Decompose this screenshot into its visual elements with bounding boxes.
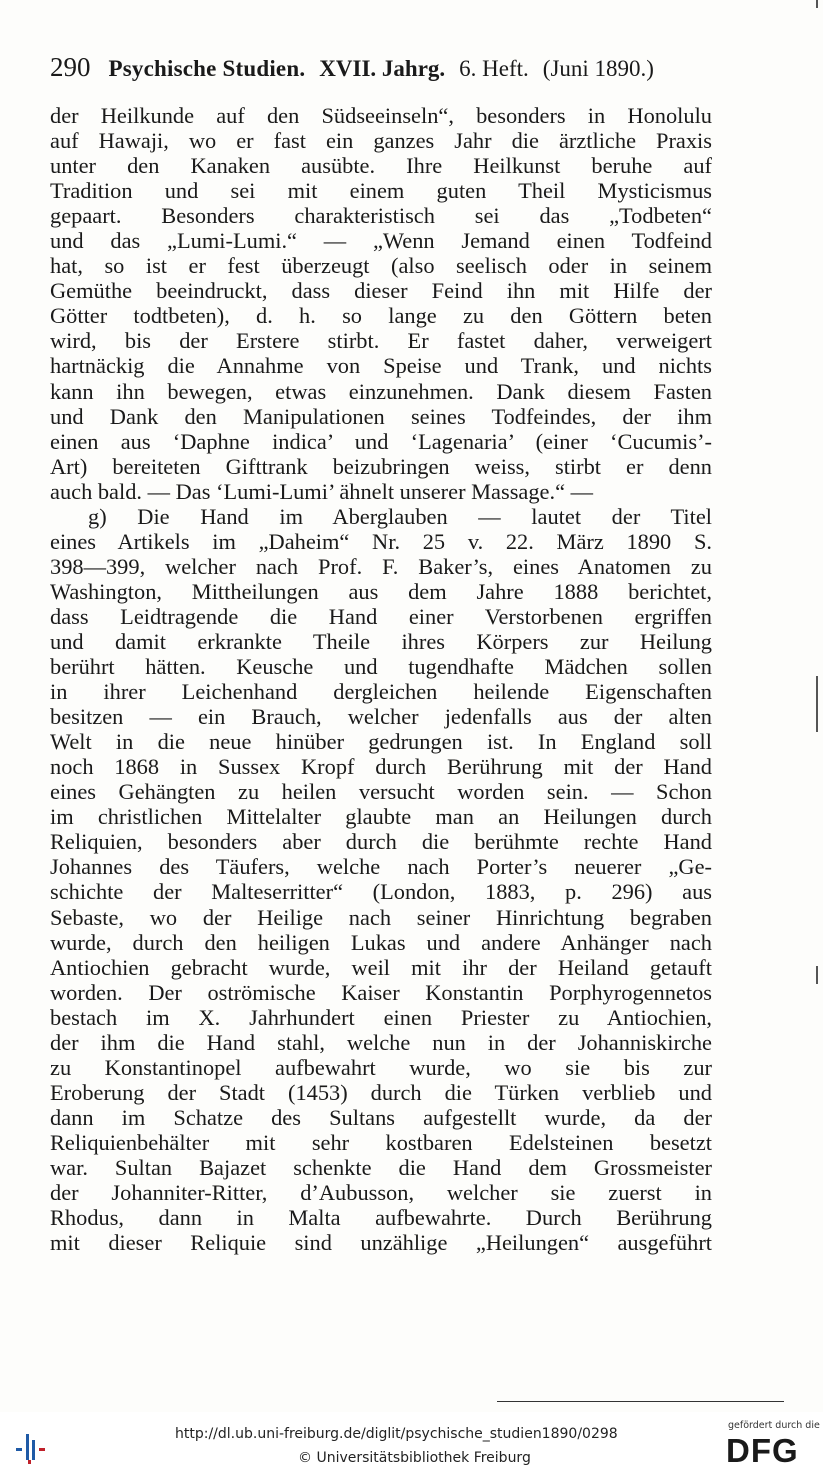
dfg-funding-logo [726, 1420, 820, 1470]
text-line: Washington, Mittheilungen aus dem Jahre 1888 berichtet, [50, 578, 712, 604]
text-line: worden. Der oströmische Kaiser Konstantin Porphyrogennetos [50, 979, 712, 1005]
text-line: zu Konstantinopel aufbewahrt wurde, wo sie bis zur [50, 1054, 712, 1080]
text-line: Art) bereiteten Gifttrank beizubringen weiss, stirbt er denn [50, 453, 712, 479]
text-line: Gemüthe beeindruckt, dass dieser Feind ihn mit Hilfe der [50, 278, 712, 304]
text-line: Reliquien, besonders aber durch die berühmte rechte Hand [50, 829, 712, 855]
dfg-logo-icon: DFG [726, 1432, 799, 1469]
text-line: in ihrer Leichenhand dergleichen heilende Eigenschaften [50, 679, 712, 705]
text-line: war. Sultan Bajazet schenkte die Hand dem Grossmeister [50, 1154, 712, 1180]
text-line: eines Gehängten zu heilen versucht worden sein. — Schon [50, 779, 712, 805]
text-line: Sebaste, wo der Heilige nach seiner Hinrichtung begraben [50, 904, 712, 930]
text-line: g) Die Hand im Aberglauben — lautet der Titel [88, 503, 712, 529]
text-line: unter den Kanaken ausübte. Ihre Heilkunst beruhe auf [50, 153, 712, 179]
digital-library-logo-icon [12, 1426, 52, 1466]
text-line: Johannes des Täufers, welche nach Porter’s neuerer „Ge- [50, 854, 712, 880]
text-line: auch bald. — Das ‘Lumi-Lumi’ ähnelt unserer Massage.“ — [50, 478, 594, 504]
text-line: besitzen — ein Brauch, welcher jedenfalls aus der alten [50, 704, 712, 730]
funding-caption: gefördert durch die [728, 1420, 820, 1431]
viewer-footer [0, 1412, 823, 1474]
scan-edge-mark [816, 0, 818, 8]
journal-title: Psychische Studien. [108, 56, 306, 81]
text-line: und das „Lumi-Lumi.“ — „Wenn Jemand einen Todfeind [50, 228, 712, 254]
text-line: der Johanniter-Ritter, d’Aubusson, welcher sie zuerst in [50, 1180, 712, 1206]
text-line: berührt hätten. Keusche und tugendhafte Mädchen sollen [50, 654, 712, 680]
text-line: einen aus ‘Daphne indica’ und ‘Lagenaria’ (einer ‘Cucumis’- [50, 428, 712, 454]
text-line: und damit erkrankte Theile ihres Körpers zur Heilung [50, 628, 712, 654]
scan-edge-mark [816, 676, 818, 732]
text-line: Welt in die neue hinüber gedrungen ist. In England soll [50, 729, 712, 755]
volume-label: XVII. Jahrg. [319, 56, 446, 81]
text-line: der Heilkunde auf den Südseeinseln“, besonders in Honolulu [50, 103, 712, 128]
text-line: Reliquienbehälter mit sehr kostbaren Edelsteinen besetzt [50, 1129, 712, 1155]
text-line: Rhodus, dann in Malta aufbewahrte. Durch Berührung [50, 1205, 712, 1231]
page-number: 290 [50, 52, 91, 82]
text-line: hat, so ist er fest überzeugt (also seelisch oder in seinem [50, 253, 712, 279]
text-line: Tradition und sei mit einem guten Theil Mysticismus [50, 178, 712, 204]
permalink-url[interactable]: http://dl.ub.uni-freiburg.de/diglit/psychische_studien1890/0298 [175, 1426, 618, 1442]
text-line: wurde, durch den heiligen Lukas und andere Anhänger nach [50, 929, 712, 955]
text-line: der ihm die Hand stahl, welche nun in der Johanniskirche [50, 1029, 712, 1055]
text-line: noch 1868 in Sussex Kropf durch Berührung mit der Hand [50, 754, 712, 780]
text-line: wird, bis der Erstere stirbt. Er fastet daher, verweigert [50, 328, 712, 354]
footnote-rule [497, 1401, 784, 1402]
text-line: bestach im X. Jahrhundert einen Priester zu Antiochien, [50, 1004, 712, 1030]
text-line: dass Leidtragende die Hand einer Verstorbenen ergriffen [50, 603, 712, 629]
text-line: gepaart. Besonders charakteristisch sei das „Todbeten“ [50, 203, 712, 229]
text-line: Antiochien gebracht wurde, weil mit ihr der Heiland getauft [50, 954, 712, 980]
body-text [50, 103, 712, 1255]
copyright-notice: © Universitätsbibliothek Freiburg [298, 1450, 531, 1466]
text-line: dann im Schatze des Sultans aufgestellt wurde, da der [50, 1104, 712, 1130]
scan-edge-mark [816, 966, 818, 984]
text-line: im christlichen Mittelalter glaubte man an Heilungen durch [50, 804, 712, 830]
text-line: Eroberung der Stadt (1453) durch die Türken verblieb und [50, 1079, 712, 1105]
text-line: eines Artikels im „Daheim“ Nr. 25 v. 22. März 1890 S. [50, 528, 712, 554]
text-line: schichte der Malteserritter“ (London, 1883, p. 296) aus [50, 879, 712, 905]
text-line: kann ihn bewegen, etwas einzunehmen. Dank diesem Fasten [50, 378, 712, 404]
text-line: hartnäckig die Annahme von Speise und Trank, und nichts [50, 353, 712, 379]
text-line: und Dank den Manipulationen seines Todfeindes, der ihm [50, 403, 712, 429]
running-header [50, 52, 715, 83]
text-line: auf Hawaji, wo er fast ein ganzes Jahr die ärztliche Praxis [50, 128, 712, 154]
text-line: mit dieser Reliquie sind unzählige „Heilungen“ ausgeführt [50, 1230, 712, 1256]
issue-date: (Juni 1890.) [542, 56, 654, 81]
text-line: 398—399, welcher nach Prof. F. Baker’s, eines Anatomen zu [50, 553, 712, 579]
issue-label: 6. Heft. [459, 56, 529, 81]
text-line: Götter todtbeten), d. h. so lange zu den Göttern beten [50, 303, 712, 329]
